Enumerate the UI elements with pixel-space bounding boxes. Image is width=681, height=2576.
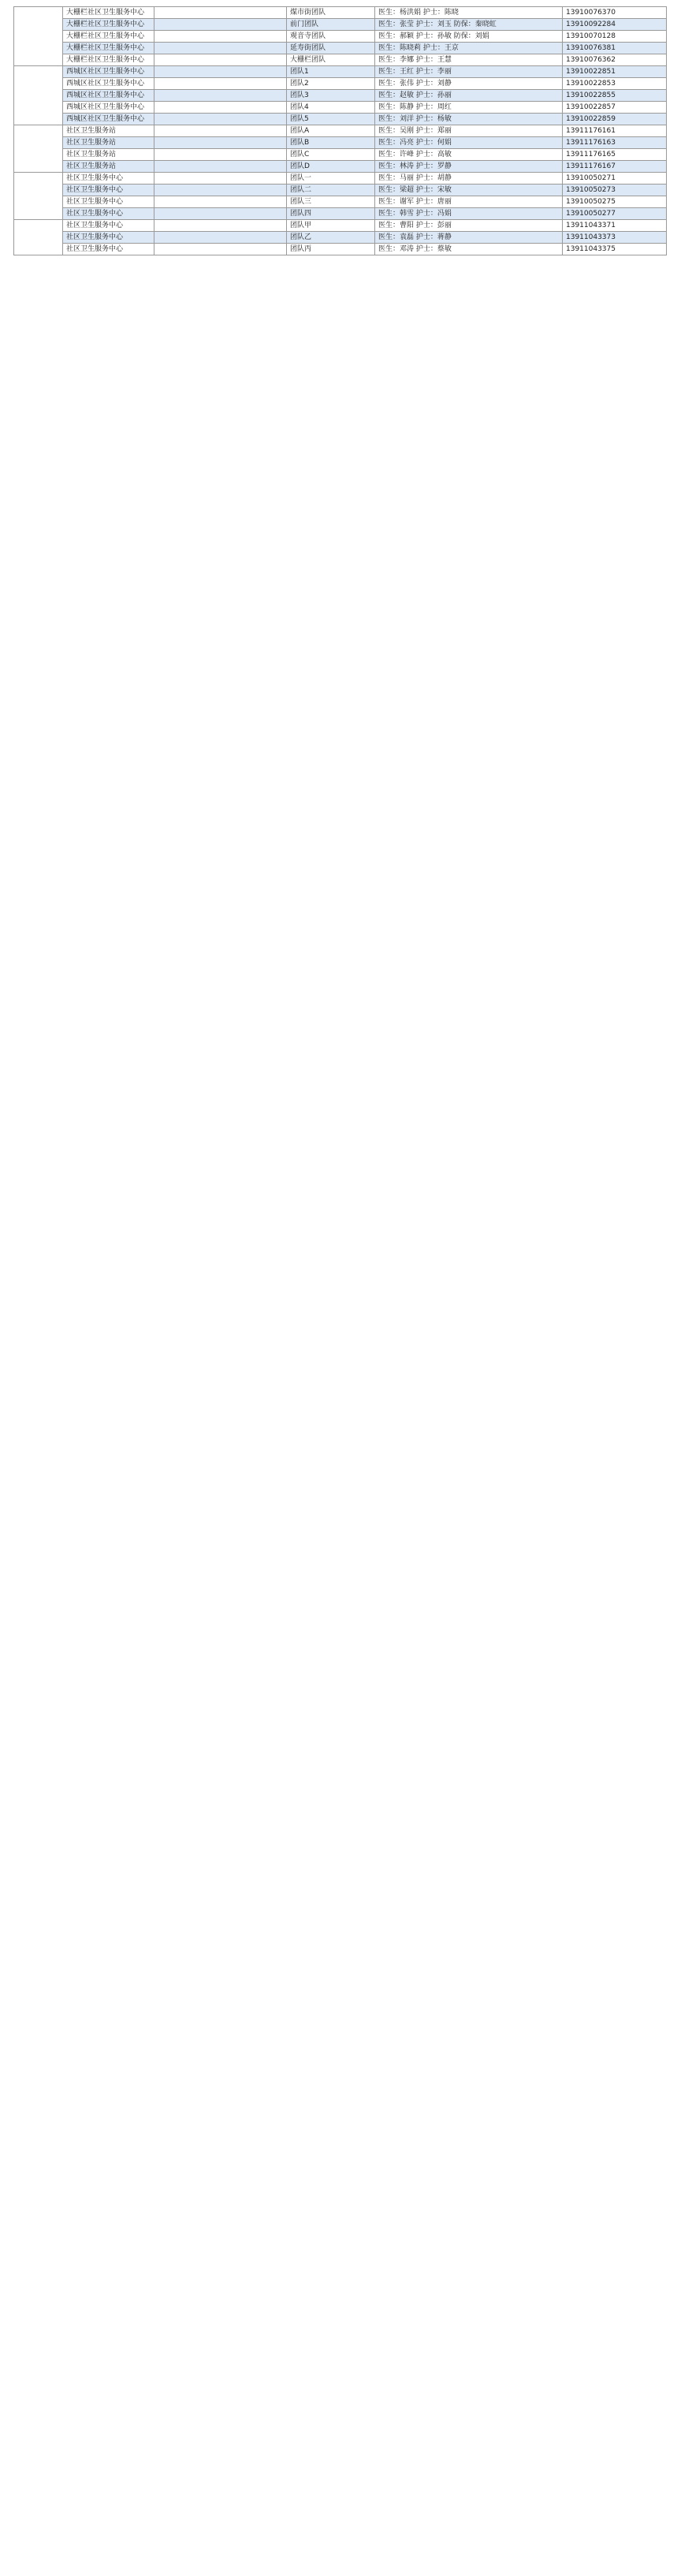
team-cell: 团队4 <box>287 102 375 114</box>
table-row <box>14 220 667 232</box>
members-cell: 医生：陈晓莉 护士：王京 <box>375 43 563 54</box>
team-cell: 观音寺团队 <box>287 31 375 43</box>
team-cell: 团队乙 <box>287 232 375 244</box>
table-row <box>14 114 667 125</box>
table-row <box>14 54 667 66</box>
area-cell <box>154 185 287 196</box>
members-cell: 医生：陈静 护士：周红 <box>375 102 563 114</box>
table-row <box>14 196 667 208</box>
table-row <box>14 173 667 185</box>
phone-cell: 13910050273 <box>563 185 667 196</box>
center-cell: 西城区社区卫生服务中心 <box>63 114 154 125</box>
members-cell: 医生：谢军 护士：唐丽 <box>375 196 563 208</box>
members-cell: 医生：李娜 护士：王慧 <box>375 54 563 66</box>
team-cell: 煤市街团队 <box>287 7 375 19</box>
table-body <box>14 7 667 255</box>
members-cell: 医生：冯亮 护士：何娟 <box>375 137 563 149</box>
phone-cell: 13911043373 <box>563 232 667 244</box>
phone-cell: 13911176165 <box>563 149 667 161</box>
table-row <box>14 78 667 90</box>
phone-cell: 13910022859 <box>563 114 667 125</box>
members-cell: 医生：韩雪 护士：冯娟 <box>375 208 563 220</box>
center-cell: 社区卫生服务站 <box>63 125 154 137</box>
table-row <box>14 102 667 114</box>
center-cell: 社区卫生服务中心 <box>63 173 154 185</box>
table-row <box>14 149 667 161</box>
center-cell: 大栅栏社区卫生服务中心 <box>63 43 154 54</box>
center-cell: 社区卫生服务站 <box>63 149 154 161</box>
center-cell: 社区卫生服务站 <box>63 161 154 173</box>
members-cell: 医生：吴刚 护士：郑丽 <box>375 125 563 137</box>
table-row <box>14 90 667 102</box>
street-cell <box>14 125 63 173</box>
team-cell: 前门团队 <box>287 19 375 31</box>
team-cell: 延寿街团队 <box>287 43 375 54</box>
phone-cell: 13910050271 <box>563 173 667 185</box>
members-cell: 医生：许峰 护士：高敏 <box>375 149 563 161</box>
team-cell: 团队四 <box>287 208 375 220</box>
table-row <box>14 232 667 244</box>
team-cell: 团队一 <box>287 173 375 185</box>
area-cell <box>154 244 287 255</box>
area-cell <box>154 220 287 232</box>
phone-cell: 13910050275 <box>563 196 667 208</box>
phone-cell: 13910076370 <box>563 7 667 19</box>
team-table <box>13 6 667 255</box>
team-cell: 团队1 <box>287 66 375 78</box>
phone-cell: 13910022851 <box>563 66 667 78</box>
table-row <box>14 244 667 255</box>
area-cell <box>154 173 287 185</box>
street-cell <box>14 173 63 220</box>
center-cell: 社区卫生服务站 <box>63 137 154 149</box>
members-cell: 医生：袁磊 护士：蒋静 <box>375 232 563 244</box>
table-row <box>14 161 667 173</box>
phone-cell: 13910050277 <box>563 208 667 220</box>
members-cell: 医生：王红 护士：李丽 <box>375 66 563 78</box>
table-row <box>14 31 667 43</box>
center-cell: 社区卫生服务中心 <box>63 196 154 208</box>
team-cell: 大栅栏团队 <box>287 54 375 66</box>
area-cell <box>154 43 287 54</box>
area-cell <box>154 196 287 208</box>
street-cell <box>14 7 63 66</box>
area-cell <box>154 31 287 43</box>
area-cell <box>154 125 287 137</box>
members-cell: 医生：梁超 护士：宋敏 <box>375 185 563 196</box>
table-row <box>14 19 667 31</box>
table-row <box>14 43 667 54</box>
area-cell <box>154 78 287 90</box>
center-cell: 西城区社区卫生服务中心 <box>63 66 154 78</box>
members-cell: 医生：杨洪娟 护士：陈晓 <box>375 7 563 19</box>
table-row <box>14 208 667 220</box>
team-cell: 团队甲 <box>287 220 375 232</box>
team-cell: 团队D <box>287 161 375 173</box>
members-cell: 医生：曹阳 护士：彭丽 <box>375 220 563 232</box>
center-cell: 西城区社区卫生服务中心 <box>63 102 154 114</box>
street-cell <box>14 66 63 125</box>
center-cell: 大栅栏社区卫生服务中心 <box>63 7 154 19</box>
area-cell <box>154 102 287 114</box>
center-cell: 社区卫生服务中心 <box>63 244 154 255</box>
members-cell: 医生：林涛 护士：罗静 <box>375 161 563 173</box>
table-row <box>14 185 667 196</box>
center-cell: 西城区社区卫生服务中心 <box>63 78 154 90</box>
team-cell: 团队B <box>287 137 375 149</box>
area-cell <box>154 114 287 125</box>
area-cell <box>154 7 287 19</box>
team-cell: 团队A <box>287 125 375 137</box>
team-cell: 团队C <box>287 149 375 161</box>
members-cell: 医生：邓涛 护士：蔡敏 <box>375 244 563 255</box>
table-row <box>14 7 667 19</box>
team-cell: 团队丙 <box>287 244 375 255</box>
members-cell: 医生：郝颖 护士：孙敏 防保：刘娟 <box>375 31 563 43</box>
members-cell: 医生：张莹 护士：刘玉 防保：秦晓虹 <box>375 19 563 31</box>
area-cell <box>154 208 287 220</box>
center-cell: 大栅栏社区卫生服务中心 <box>63 19 154 31</box>
center-cell: 社区卫生服务中心 <box>63 185 154 196</box>
phone-cell: 13910092284 <box>563 19 667 31</box>
table-row <box>14 137 667 149</box>
members-cell: 医生：赵敏 护士：孙丽 <box>375 90 563 102</box>
center-cell: 社区卫生服务中心 <box>63 232 154 244</box>
team-cell: 团队二 <box>287 185 375 196</box>
area-cell <box>154 19 287 31</box>
table-row <box>14 125 667 137</box>
phone-cell: 13910022855 <box>563 90 667 102</box>
area-cell <box>154 54 287 66</box>
team-cell: 团队2 <box>287 78 375 90</box>
phone-cell: 13911176161 <box>563 125 667 137</box>
members-cell: 医生：马丽 护士：胡静 <box>375 173 563 185</box>
team-cell: 团队三 <box>287 196 375 208</box>
phone-cell: 13910022857 <box>563 102 667 114</box>
team-cell: 团队5 <box>287 114 375 125</box>
phone-cell: 13910070128 <box>563 31 667 43</box>
street-cell <box>14 220 63 255</box>
area-cell <box>154 232 287 244</box>
team-cell: 团队3 <box>287 90 375 102</box>
members-cell: 医生：刘洋 护士：杨敏 <box>375 114 563 125</box>
area-cell <box>154 90 287 102</box>
center-cell: 社区卫生服务中心 <box>63 208 154 220</box>
center-cell: 大栅栏社区卫生服务中心 <box>63 54 154 66</box>
table-row <box>14 66 667 78</box>
center-cell: 西城区社区卫生服务中心 <box>63 90 154 102</box>
phone-cell: 13910022853 <box>563 78 667 90</box>
phone-cell: 13910076381 <box>563 43 667 54</box>
area-cell <box>154 137 287 149</box>
phone-cell: 13911043375 <box>563 244 667 255</box>
area-cell <box>154 149 287 161</box>
phone-cell: 13910076362 <box>563 54 667 66</box>
members-cell: 医生：张伟 护士：刘静 <box>375 78 563 90</box>
phone-cell: 13911176167 <box>563 161 667 173</box>
area-cell <box>154 161 287 173</box>
phone-cell: 13911043371 <box>563 220 667 232</box>
center-cell: 大栅栏社区卫生服务中心 <box>63 31 154 43</box>
phone-cell: 13911176163 <box>563 137 667 149</box>
center-cell: 社区卫生服务中心 <box>63 220 154 232</box>
area-cell <box>154 66 287 78</box>
